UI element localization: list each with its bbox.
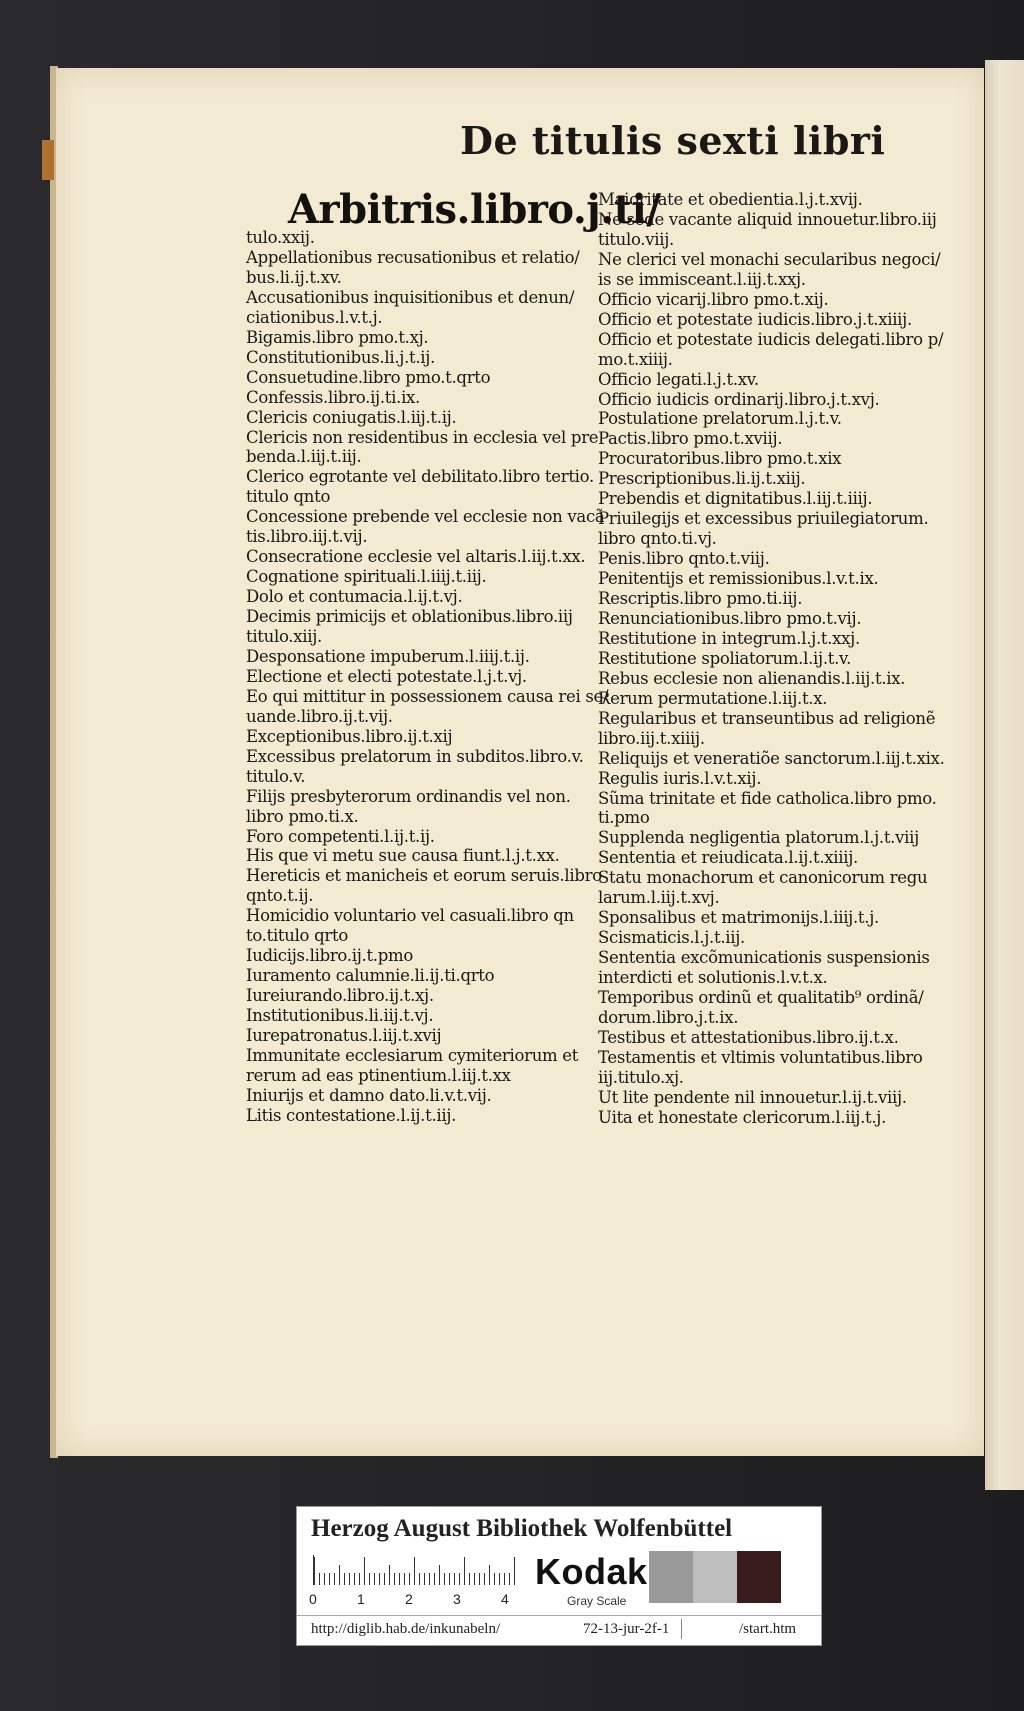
index-entry: Foro competenti.l.ij.t.ij. [246,826,435,846]
index-entry: Priuilegijs et excessibus priuilegiatorum. [598,509,929,529]
index-entry: Restitutione spoliatorum.l.ij.t.v. [598,648,852,668]
ruler-number: 1 [357,1591,365,1607]
index-entry: Iurepatronatus.l.iij.t.xvij [246,1026,442,1045]
ruler-tick [399,1573,400,1585]
index-entry: Litis contestatione.l.ij.t.iij. [246,1105,457,1125]
index-entry: Excessibus prelatorum in subditos.libro.v. [246,746,584,766]
ruler-number: 3 [453,1591,461,1607]
index-entry: Statu monachorum et canonicorum regu [598,868,928,888]
ruler-tick [324,1573,325,1585]
index-entry: Constitutionibus.li.j.t.ij. [246,347,436,367]
index-entry: benda.l.iij.t.iij. [246,447,362,467]
index-entry: Desponsatione impuberum.l.iiij.t.ij. [246,646,530,666]
index-entry: Scismaticis.l.j.t.iij. [598,928,745,948]
index-entry: Sententia et reiudicata.l.ij.t.xiiij. [598,848,858,868]
ruler-tick [469,1573,470,1585]
ruler-tick [349,1573,350,1585]
ruler-tick [509,1573,510,1585]
index-entry: Immunitate ecclesiarum cymiteriorum et [246,1045,579,1065]
ruler-tick [409,1573,410,1585]
ruler-tick [334,1573,335,1585]
index-entry: Regularibus et transeuntibus ad religionẽ [598,708,936,728]
index-entry: libro qnto.ti.vj. [598,529,717,549]
ruler-tick [454,1573,455,1585]
ruler-tick [474,1573,475,1585]
index-entry: Sũma trinitate et fide catholica.libro pmo. [598,788,937,808]
index-entry: Rescriptis.libro pmo.ti.iij. [598,589,803,608]
ruler-number: 2 [405,1591,413,1607]
index-entry: Clerico egrotante vel debilitato.libro tertio. [246,467,594,487]
index-entry: Renunciationibus.libro pmo.t.vij. [598,608,862,628]
index-entry: Sponsalibus et matrimonijs.l.iiij.t.j. [598,908,879,928]
gray-swatch-light [649,1551,693,1603]
ruler-tick [449,1573,450,1585]
start-path: /start.htm [739,1621,797,1637]
index-entry: titulo.v. [246,766,306,786]
ruler-number: 0 [309,1591,317,1607]
index-entry: Eo qui mittitur in possessionem causa rei se/ [246,686,609,706]
ruler-tick [364,1557,365,1585]
running-head: De titulis sexti libri [460,118,886,163]
index-entry: iij.titulo.xj. [598,1067,684,1087]
facing-page-edge [985,60,1024,1490]
index-entry: Consuetudine.libro pmo.t.qrto [246,367,491,387]
index-entry: Iureiurando.libro.ij.t.xj. [246,986,434,1006]
gray-swatch-dark [737,1551,781,1603]
index-entry: Maioritate et obedientia.l.j.t.xvij. [598,190,863,209]
index-entry: Ne sede vacante aliquid innouetur.libro.iij [598,209,937,229]
index-entry: ti.pmo [598,808,650,828]
kodak-logo: Kodak [535,1551,648,1592]
index-entry: Iudicijs.libro.ij.t.pmo [246,946,413,966]
ruler-tick [489,1565,490,1585]
ruler-tick [504,1573,505,1585]
index-entry: Penis.libro qnto.t.viij. [598,549,770,569]
index-entry: Iniurijs et damno dato.li.v.t.vij. [246,1085,492,1105]
index-entry: Confessis.libro.ij.ti.ix. [246,387,420,407]
index-entry: Exceptionibus.libro.ij.t.xij [246,726,453,746]
index-entry: Officio et potestate iudicis.libro.j.t.xiiij. [598,309,912,329]
index-entry: Pactis.libro pmo.t.xviij. [598,429,783,449]
ruler-tick [439,1565,440,1585]
index-entry: ciationibus.l.v.t.j. [246,307,383,327]
index-entry: Officio vicarij.libro pmo.t.xij. [598,289,829,309]
index-entry: Penitentijs et remissionibus.l.v.t.ix. [598,569,879,589]
ruler-tick [394,1573,395,1585]
ruler-tick [384,1573,385,1585]
ruler-tick [379,1573,380,1585]
index-entry: Sententia excõmunicationis suspensionis [598,948,930,968]
index-entry: Homicidio voluntario vel casuali.libro qn [246,906,574,926]
ruler-tick [479,1573,480,1585]
index-entry: Testibus et attestationibus.libro.ij.t.x. [598,1027,899,1047]
index-entry: Officio legati.l.j.t.xv. [598,369,759,389]
bookmark-tab [42,140,54,180]
index-entry: Appellationibus recusationibus et relatio/ [246,247,580,267]
index-entry: Clericis coniugatis.l.iij.t.ij. [246,407,457,427]
card-divider [297,1615,821,1616]
ruler-tick [329,1573,330,1585]
ruler-tick [404,1573,405,1585]
index-entry: libro.iij.t.xiiij. [598,728,705,748]
ruler-tick [319,1573,320,1585]
index-entry: uande.libro.ij.t.vij. [246,706,393,726]
index-entry: Dolo et contumacia.l.ij.t.vj. [246,587,463,607]
index-entry: Ut lite pendente nil innouetur.l.ij.t.viij. [598,1087,907,1107]
index-entry: Electione et electi potestate.l.j.t.vj. [246,666,527,686]
index-entry: Iuramento calumnie.li.ij.ti.qrto [246,966,495,986]
index-entry: Procuratoribus.libro pmo.t.xix [598,449,842,469]
index-entry: Consecratione ecclesie vel altaris.l.iij.t.xx. [246,547,586,567]
ruler-tick [499,1573,500,1585]
ruler-tick [429,1573,430,1585]
index-entry: Prescriptionibus.li.ij.t.xiij. [598,469,806,489]
gray-swatch-mid [693,1551,737,1603]
index-entry: Officio et potestate iudicis delegati.libro p/ [598,329,944,349]
reference-card [296,1506,822,1646]
ruler-tick [374,1573,375,1585]
index-entry: titulo.xiij. [246,627,322,646]
source-url: http://diglib.hab.de/inkunabeln/ [311,1621,501,1637]
index-entry: qnto.t.ij. [246,886,314,906]
index-entry: interdicti et solutionis.l.v.t.x. [598,968,828,988]
index-entry: Postulatione prelatorum.l.j.t.v. [598,409,842,429]
index-entry: Rerum permutatione.l.iij.t.x. [598,688,828,708]
ruler-tick [514,1557,515,1585]
index-entry: Clericis non residentibus in ecclesia vel pre [246,427,599,447]
index-entry: His que vi metu sue causa fiunt.l.j.t.xx. [246,846,560,866]
index-entry: libro pmo.ti.x. [246,806,359,826]
ruler-tick [389,1565,390,1585]
ruler-tick [484,1573,485,1585]
index-entry: titulo.viij. [598,229,674,249]
index-entry: titulo qnto [246,487,331,507]
index-entry: Regulis iuris.l.v.t.xij. [598,768,762,788]
index-entry: Decimis primicijs et oblationibus.libro.iij [246,607,573,627]
index-entry: to.titulo qrto [246,926,348,946]
index-entry: Temporibus ordinũ et qualitatib⁹ ordinã/ [598,988,924,1007]
ruler-tick [314,1557,315,1585]
ruler-tick [354,1573,355,1585]
index-entry: rerum ad eas ptinentium.l.iij.t.xx [246,1065,511,1085]
index-entry: tulo.xxij. [246,228,315,247]
ruler-tick [339,1565,340,1585]
ruler-tick [434,1573,435,1585]
ruler-tick [444,1573,445,1585]
library-title: Herzog August Bibliothek Wolfenbüttel [311,1515,733,1542]
ruler-tick [359,1573,360,1585]
index-entry: mo.t.xiiij. [598,349,673,369]
index-entry: Supplenda negligentia platorum.l.j.t.viij [598,828,919,848]
index-entry: larum.l.iij.t.xvj. [598,888,720,908]
ruler-tick [414,1557,415,1585]
index-entry: Testamentis et vltimis voluntatibus.libro [598,1047,923,1067]
ruler-tick [369,1573,370,1585]
ruler-tick [459,1573,460,1585]
section-head: Arbitris.libro.j.ti/ [288,186,661,233]
index-entry: Filijs presbyterorum ordinandis vel non. [246,786,571,806]
index-entry: Rebus ecclesie non alienandis.l.iij.t.ix. [598,668,906,688]
gray-scale-label: Gray Scale [567,1594,627,1608]
index-entry: Restitutione in integrum.l.j.t.xxj. [598,628,860,648]
scale-ruler [313,1555,522,1585]
index-entry: Institutionibus.li.iij.t.vj. [246,1006,434,1026]
ruler-tick [424,1573,425,1585]
ruler-tick [419,1573,420,1585]
index-entry: bus.li.ij.t.xv. [246,267,342,287]
ruler-tick [344,1573,345,1585]
index-entry: Hereticis et manicheis et eorum seruis.libro [246,866,602,886]
index-entry: Bigamis.libro pmo.t.xj. [246,327,429,347]
index-entry: Reliquijs et veneratiõe sanctorum.l.iij.t.xix. [598,748,945,768]
index-entry: is se immisceant.l.iij.t.xxj. [598,269,806,289]
index-entry: Officio iudicis ordinarij.libro.j.t.xvj. [598,389,880,409]
index-entry: dorum.libro.j.t.ix. [598,1007,739,1027]
card-separator [681,1619,682,1639]
index-entry: tis.libro.iij.t.vij. [246,527,368,547]
ruler-number: 4 [501,1591,509,1607]
ruler-tick [494,1573,495,1585]
ruler-tick [464,1557,465,1585]
index-entry: Ne clerici vel monachi secularibus negoci/ [598,249,941,269]
index-entry: Uita et honestate clericorum.l.iij.t.j. [598,1107,887,1127]
index-entry: Prebendis et dignitatibus.l.iij.t.iiij. [598,489,873,509]
index-entry: Cognatione spirituali.l.iiij.t.iij. [246,567,487,587]
index-entry: Concessione prebende vel ecclesie non vacã [246,507,605,527]
index-entry: Accusationibus inquisitionibus et denun/ [246,287,575,307]
shelfmark-code: 72-13-jur-2f-1 [583,1621,670,1637]
